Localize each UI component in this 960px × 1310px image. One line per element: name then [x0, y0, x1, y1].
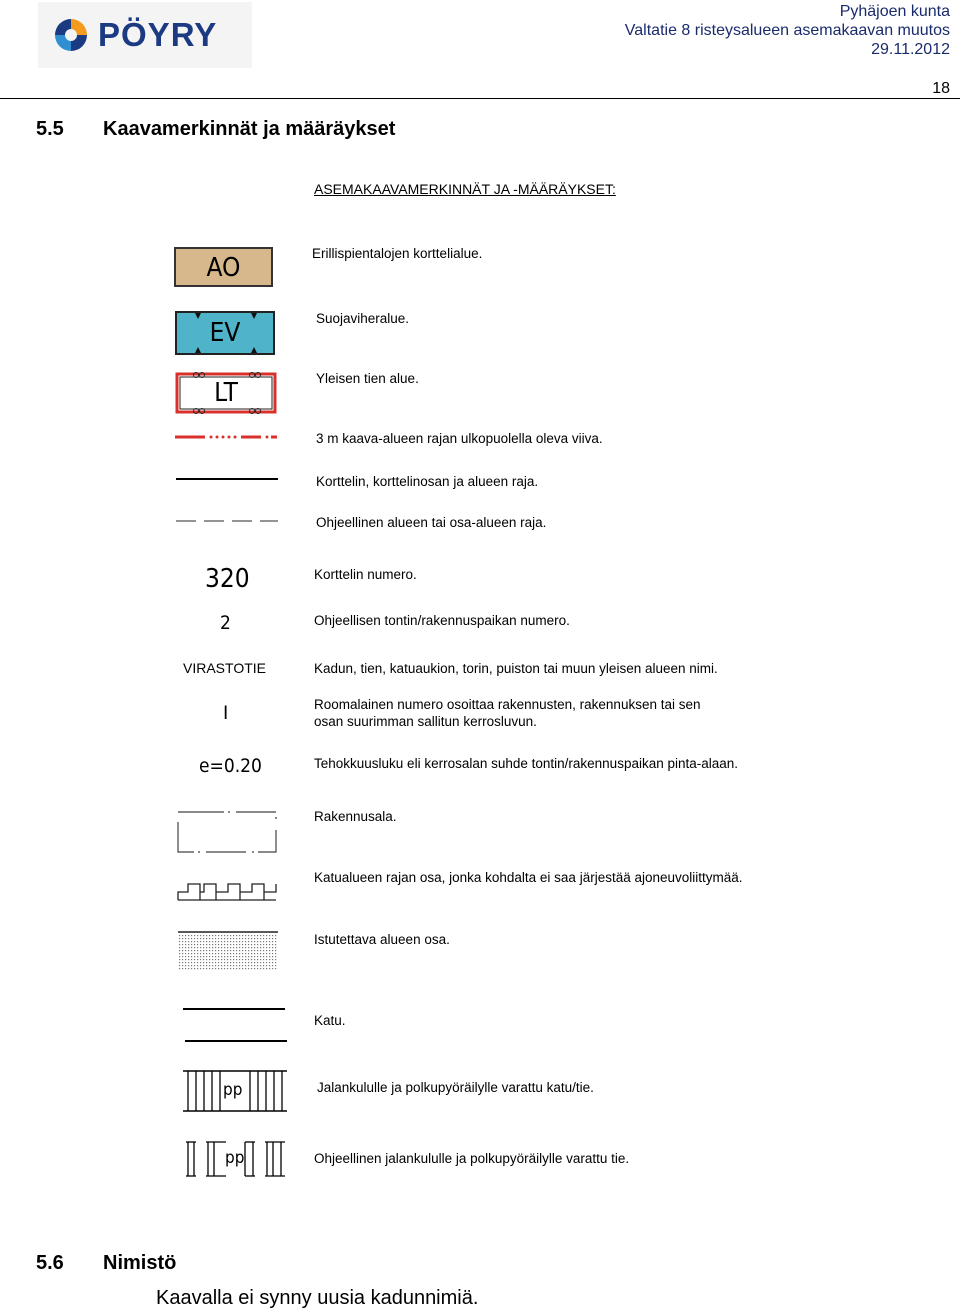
section-title-5-6: Nimistö — [103, 1252, 177, 1274]
efficiency-desc: Tehokkuusluku eli kerrosalan suhde tontin/rakennuspaikan pinta-alaan. — [314, 756, 739, 771]
company-logo — [38, 2, 252, 68]
floors-desc-line1: Roomalainen numero osoittaa rakennusten, rakennuksen tai sen — [314, 697, 701, 712]
planting-area-symbol — [176, 929, 280, 973]
border-3m-desc: 3 m kaava-alueen rajan ulkopuolella oleva viiva. — [316, 431, 603, 446]
no-access-desc: Katualueen rajan osa, jonka kohdalta ei saa järjestää ajoneuvoliittymää. — [314, 870, 743, 885]
guide-border-dashed-symbol — [176, 518, 278, 524]
floors-symbol: I — [223, 703, 229, 724]
page-number: 18 — [932, 80, 950, 97]
ao-desc: Erillispientalojen korttelialue. — [312, 246, 483, 261]
ped-street-label: pp — [223, 1080, 243, 1100]
header-divider — [0, 98, 960, 99]
lt-symbol-label: LT — [214, 378, 238, 408]
plot-number-symbol: 2 — [220, 612, 231, 634]
body-paragraph: Kaavalla ei synny uusia kadunnimiä. — [156, 1287, 479, 1309]
section-number-5-6: 5.6 — [36, 1252, 64, 1274]
street-symbol — [183, 1005, 287, 1045]
floors-desc-line2: osan suurimman sallitun kerrosluvun. — [314, 714, 537, 729]
plot-number-desc: Ohjeellisen tontin/rakennuspaikan numero. — [314, 613, 570, 628]
block-number-desc: Korttelin numero. — [314, 567, 417, 582]
header-municipality: Pyhäjoen kunta — [839, 3, 950, 20]
no-access-symbol — [176, 880, 280, 904]
ao-symbol: AO — [174, 247, 273, 287]
guide-ped-label: pp — [225, 1148, 245, 1168]
section-title: Kaavamerkinnät ja määräykset — [103, 118, 396, 140]
building-area-desc: Rakennusala. — [314, 809, 397, 824]
lt-symbol — [175, 371, 277, 415]
street-name-desc: Kadun, tien, katuaukion, torin, puiston tai muun yleisen alueen nimi. — [314, 661, 718, 676]
header-project: Valtatie 8 risteysalueen asemakaavan muutos — [624, 22, 950, 39]
header-date: 29.11.2012 — [871, 41, 950, 58]
building-area-symbol — [176, 808, 280, 856]
logo-wordmark: PÖYRY — [98, 16, 218, 53]
street-desc: Katu. — [314, 1013, 346, 1028]
ev-symbol-label: EV — [209, 318, 241, 348]
border-3m-line-symbol — [175, 432, 277, 442]
block-border-line-symbol — [176, 476, 278, 482]
legend-title: ASEMAKAAVAMERKINNÄT JA -MÄÄRÄYKSET: — [314, 181, 616, 197]
ped-street-symbol — [183, 1068, 287, 1114]
ped-street-desc: Jalankululle ja polkupyöräilylle varattu katu/tie. — [317, 1080, 594, 1095]
guide-ped-symbol — [183, 1140, 287, 1178]
efficiency-symbol: e=0.20 — [199, 755, 262, 777]
street-name-symbol: VIRASTOTIE — [183, 660, 266, 676]
guide-ped-desc: Ohjeellinen jalankululle ja polkupyöräilylle varattu tie. — [314, 1151, 630, 1166]
ev-desc: Suojaviheralue. — [316, 311, 410, 326]
lt-desc: Yleisen tien alue. — [316, 371, 419, 386]
block-number-symbol: 320 — [205, 564, 250, 594]
planting-desc: Istutettava alueen osa. — [314, 932, 450, 947]
block-border-desc: Korttelin, korttelinosan ja alueen raja. — [316, 474, 539, 489]
poyry-logo-icon — [52, 16, 90, 54]
ev-symbol — [175, 311, 275, 355]
section-number: 5.5 — [36, 118, 64, 140]
guide-border-desc: Ohjeellinen alueen tai osa-alueen raja. — [316, 515, 547, 530]
